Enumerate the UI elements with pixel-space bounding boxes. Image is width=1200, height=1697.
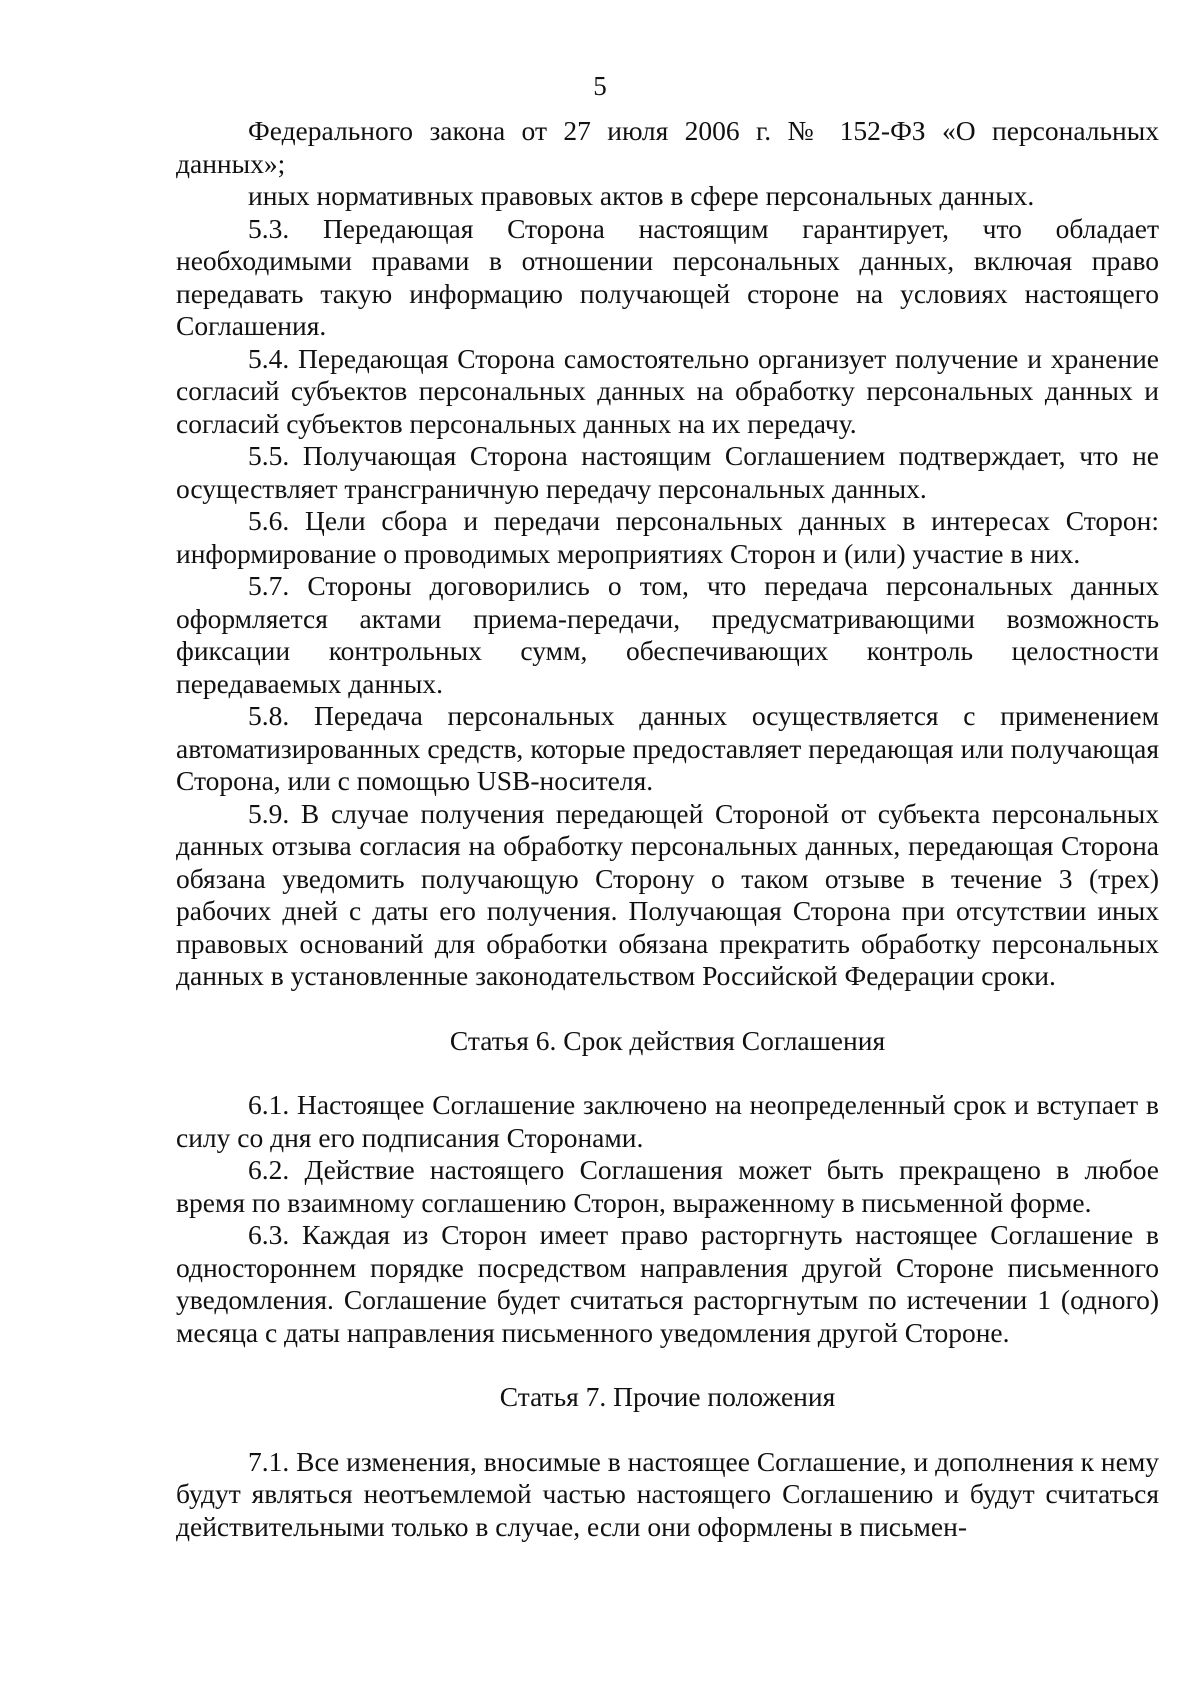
article-6-heading: Статья 6. Срок действия Соглашения <box>449 1024 886 1056</box>
clause-6-3: 6.3. Каждая из Сторон имеет право расторгнуть настоящее Соглашение в одностороннем порядке посредством направления другой Стороне письменного уведомления. Соглашение будет считаться расторгнутым по истечении 1 (одного) месяца с даты направления письменного уведомления другой Стороне. <box>176 1219 1159 1348</box>
clause-5-8: 5.8. Передача персональных данных осуществляется с применением автоматизированных средств, которые предоставляет передающая или получающая Сторона, или с помощью USB-носителя. <box>176 700 1159 796</box>
clause-6-2: 6.2. Действие настоящего Соглашения может быть прекращено в любое время по взаимному соглашению Сторон, выраженному в письменной форме. <box>176 1154 1159 1218</box>
paragraph-federal-law: Федерального закона от 27 июля 2006 г. № 152-ФЗ «О персональных данных»; <box>176 115 1159 179</box>
paragraph-other-acts: иных нормативных правовых актов в сфере персональных данных. <box>248 180 1035 211</box>
clause-5-9: 5.9. В случае получения передающей Стороной от субъекта персональных данных отзыва согласия на обработку персональных данных, передающая Сторона обязана уведомить получающую Сторону о таком отзыве в течение 3 (трех) рабочих дней с даты его получения. Получающая Сторона при отсутствии иных правовых оснований для обработки обязана прекратить обработку персональных данных в установленные законодательством Российской Федерации сроки. <box>176 797 1159 991</box>
page-number: 5 <box>593 71 607 101</box>
clause-5-4: 5.4. Передающая Сторона самостоятельно организует получение и хранение согласий субъектов персональных данных на обработку персональных данных и согласий субъектов персональных данных на их передачу. <box>176 342 1159 439</box>
clause-5-7: 5.7. Стороны договорились о том, что передача персональных данных оформляется актами приема-передачи, предусматривающими возможность фиксации контрольных сумм, обеспечивающих контроль целостности передаваемых данных. <box>176 570 1159 699</box>
clause-5-3: 5.3. Передающая Сторона настоящим гарантирует, что обладает необходимыми правами в отношении персональных данных, включая право передавать такую информацию получающей стороне на условиях настоящего Соглашения. <box>176 212 1159 341</box>
clause-5-6: 5.6. Цели сбора и передачи персональных данных в интересах Сторон: информирование о проводимых мероприятиях Сторон и (или) участие в них. <box>176 505 1159 569</box>
article-7-heading: Статья 7. Прочие положения <box>499 1381 836 1412</box>
document-body <box>176 115 1159 1543</box>
clause-5-5: 5.5. Получающая Сторона настоящим Соглашением подтверждает, что не осуществляет трансграничную передачу персональных данных. <box>176 440 1159 504</box>
clause-7-1: 7.1. Все изменения, вносимые в настоящее Соглашение, и дополнения к нему будут являться неотъемлемой частью настоящего Соглашению и будут считаться действительными только в случае, если они оформлены в письмен- <box>176 1445 1159 1542</box>
clause-6-1: 6.1. Настоящее Соглашение заключено на неопределенный срок и вступает в силу со дня его подписания Сторонами. <box>176 1089 1159 1153</box>
